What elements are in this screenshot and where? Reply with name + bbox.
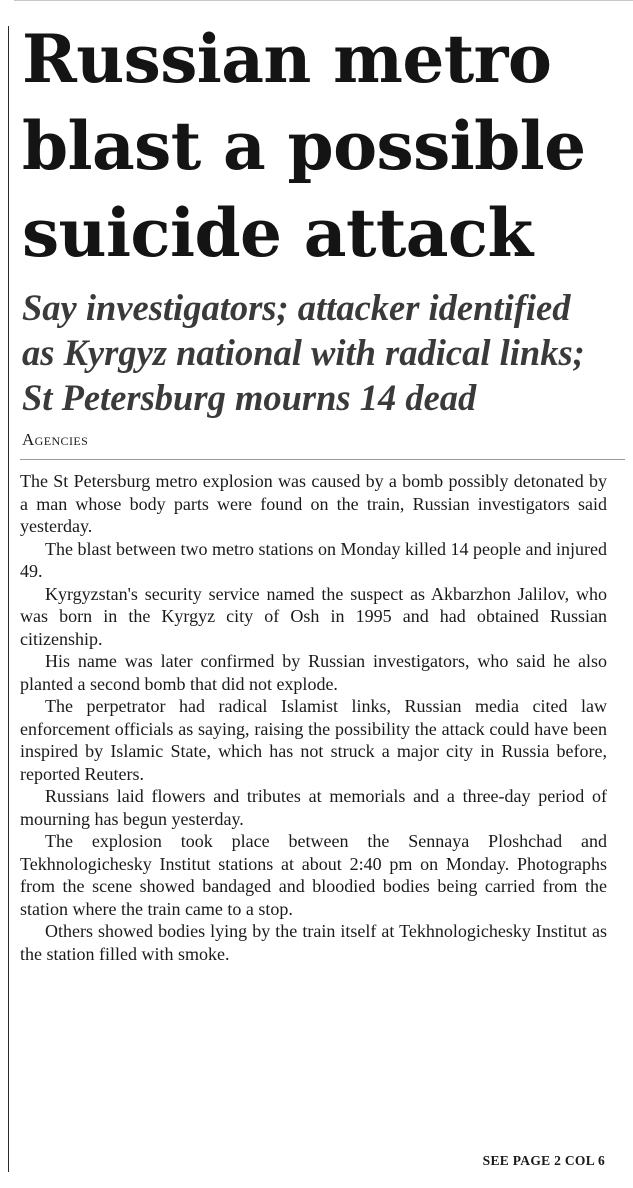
top-divider [14,0,633,1]
paragraph: The explosion took place between the Sennaya Ploshchad and Tekhnologichesky Institut stations at about 2:40 pm on Monday. Photographs from the scene showed bandaged and bloodied bodies being carried from the station where the train came to a stop. [20,831,607,919]
byline: Agencies [22,430,89,449]
continuation-note: SEE PAGE 2 COL 6 [482,1153,605,1168]
paragraph: The perpetrator had radical Islamist links, Russian media cited law enforcement officials as saying, raising the possibility the attack could have been inspired by Islamic State, which has not struck a major city in Russia before, reported Reuters. [20,696,607,784]
byline-divider [20,459,625,460]
subheadline-line: as Kyrgyz national with radical links; [22,332,585,373]
paragraph: Others showed bodies lying by the train itself at Tekhnologichesky Institut as the station filled with smoke. [20,921,607,964]
headline-line: suicide attack [22,194,533,272]
article-body [20,470,607,965]
headline-line: Russian metro [22,20,552,98]
paragraph: Russians laid flowers and tributes at memorials and a three-day period of mourning has begun yesterday. [20,786,607,829]
subheadline-line: St Petersburg mourns 14 dead [22,377,477,418]
paragraph: The blast between two metro stations on Monday killed 14 people and injured 49. [20,538,607,581]
subheadline-line: Say investigators; attacker identified [22,287,571,328]
paragraph: The St Petersburg metro explosion was caused by a bomb possibly detonated by a man whose body parts were found on the train, Russian investigators said yesterday. [20,471,607,536]
headline-line: blast a possible [22,107,586,185]
headline [22,16,627,277]
paragraph: Kyrgyzstan's security service named the suspect as Akbarzhon Jalilov, who was born in the Kyrgyz city of Osh in 1995 and had obtained Russian citizenship. [20,583,607,649]
column-divider [8,26,9,1172]
subheadline [22,285,627,420]
paragraph: His name was later confirmed by Russian investigators, who said he also planted a second bomb that did not explode. [20,651,607,694]
